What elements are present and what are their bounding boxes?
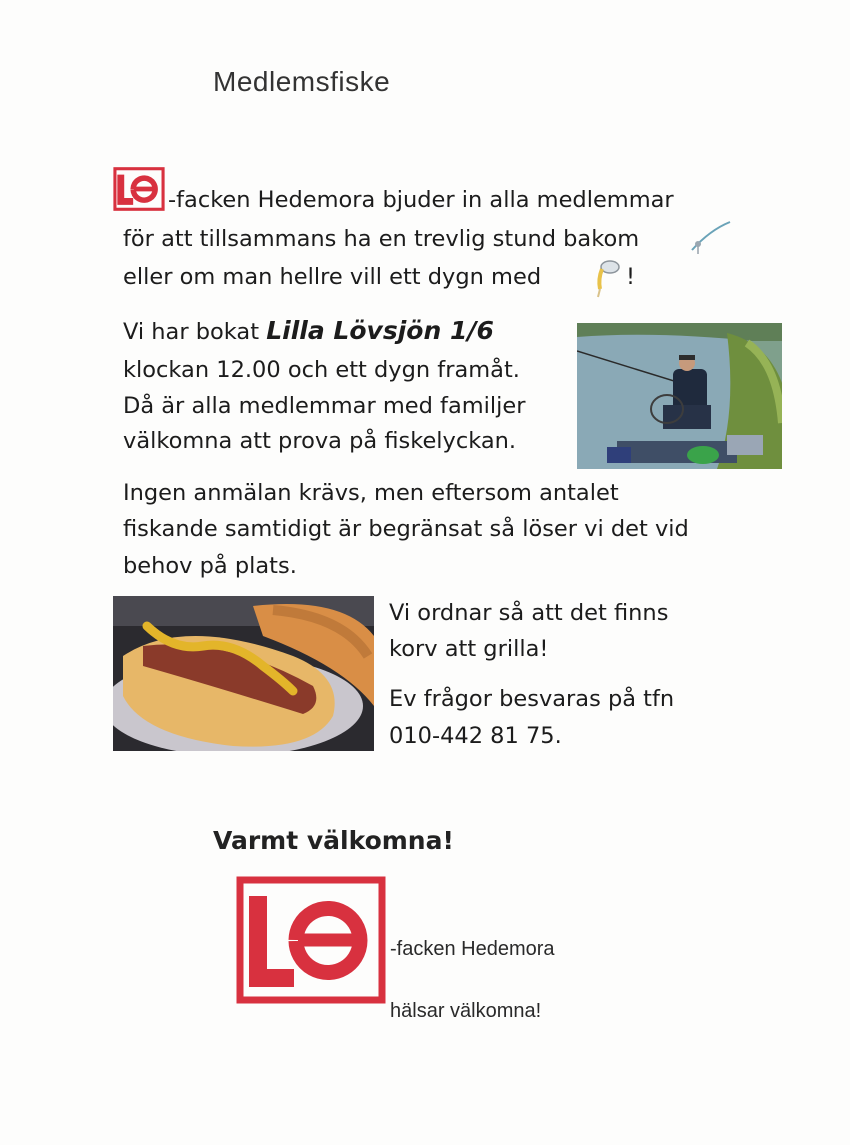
intro-line-1: -facken Hedemora bjuder in alla medlemmar [168,187,674,213]
signature-line-1: -facken Hedemora [390,938,555,960]
lo-logo-small [113,167,165,211]
questions-line-1: Ev frågor besvaras på tfn [389,686,675,712]
grill-line-2: korv att grilla! [389,636,549,662]
intro-line-3: eller om man hellre vill ett dygn med [123,264,542,290]
signature-line-2: hälsar välkomna! [390,1000,542,1022]
hotdog-photo [113,596,374,751]
booking-line-1 [123,316,494,345]
fishing-photo [577,323,782,469]
fishing-lure-icon [592,255,624,301]
intro-line-3-end: ! [626,264,636,290]
lo-logo-large [236,876,386,1004]
registration-line-2: fiskande samtidigt är begränsat så löser vi det vid [123,516,689,542]
registration-line-3: behov på plats. [123,553,297,579]
grill-line-1: Vi ordnar så att det finns [389,600,669,626]
booking-line-3: Då är alla medlemmar med familjer [123,393,526,419]
page-title: Medlemsfiske [213,66,391,97]
booking-prefix: Vi har bokat [123,319,267,345]
questions-phone: 010-442 81 75. [389,723,562,749]
booking-place: Lilla Lövsjön 1/6 [266,316,494,345]
intro-line-2: för att tillsammans ha en trevlig stund bakom [123,226,640,252]
fishing-rod-icon [690,220,732,256]
booking-line-2: klockan 12.00 och ett dygn framåt. [123,357,520,383]
welcome-heading: Varmt välkomna! [213,826,454,855]
registration-line-1: Ingen anmälan krävs, men eftersom antalet [123,480,619,506]
booking-line-4: välkomna att prova på fiskelyckan. [123,428,517,454]
